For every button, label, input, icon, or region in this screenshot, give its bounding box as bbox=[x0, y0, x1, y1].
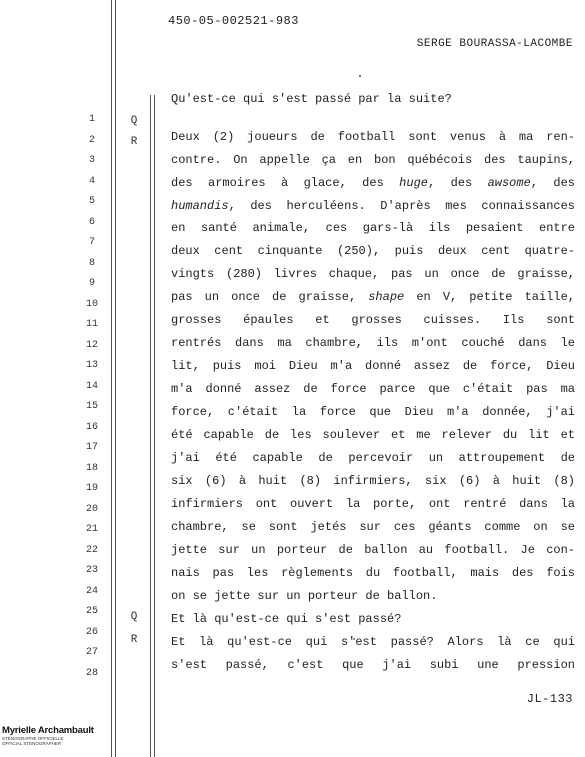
stenographer-stamp bbox=[2, 726, 112, 747]
transcript-line bbox=[171, 244, 575, 258]
transcript-line bbox=[171, 405, 575, 419]
line-text: pas un once de graisse, bbox=[171, 290, 369, 304]
line-text: en V, petite taille, bbox=[404, 290, 575, 304]
line-number: 9 bbox=[88, 278, 95, 289]
line-number: 17 bbox=[85, 442, 98, 453]
transcript-line bbox=[171, 313, 575, 327]
line-number: 2 bbox=[88, 134, 95, 146]
line-text: en santé animale, ces gars-là ils pesaient entre bbox=[171, 221, 575, 235]
transcript-line bbox=[171, 359, 575, 373]
page-label: JL-133 bbox=[526, 692, 573, 706]
line-number: 22 bbox=[85, 544, 98, 556]
line-number: 28 bbox=[85, 667, 98, 679]
line-text: deux cent cinquante (250), puis deux cent quatre- bbox=[171, 244, 575, 258]
page-speck bbox=[359, 75, 361, 77]
transcript-line bbox=[171, 92, 575, 106]
line-number: 1 bbox=[88, 114, 95, 125]
margin-rule-left-1 bbox=[111, 0, 112, 757]
line-text: s'est passé, c'est que j'ai subi une pression bbox=[171, 658, 575, 672]
line-text: m'a donné assez de force parce que c'était pas ma bbox=[171, 382, 575, 396]
line-number: 6 bbox=[88, 216, 95, 228]
line-text: , des bbox=[427, 176, 488, 190]
italic-term: huge bbox=[399, 176, 428, 190]
line-text: on se jette sur un porteur de ballon. bbox=[171, 589, 438, 603]
line-text: Deux (2) joueurs de football sont venus à ma ren- bbox=[171, 130, 575, 144]
italic-term: awsome bbox=[487, 176, 531, 190]
line-text: rentrés dans ma chambre, ils m'ont couché dans le bbox=[171, 336, 575, 350]
line-number: 25 bbox=[85, 606, 98, 617]
transcript-line bbox=[171, 543, 575, 557]
line-number: 10 bbox=[85, 298, 98, 310]
qa-marker: R bbox=[130, 136, 138, 148]
line-text: contre. On appelle ça en bon québécois des taupins, bbox=[171, 153, 575, 167]
qa-marker: Q bbox=[130, 115, 138, 127]
line-number: 5 bbox=[88, 196, 95, 207]
transcript-line bbox=[171, 153, 575, 167]
line-text: six (6) à huit (8) infirmiers, six (6) à huit (8) bbox=[171, 474, 575, 488]
transcript-line bbox=[171, 221, 575, 235]
line-number: 13 bbox=[85, 360, 98, 371]
line-text: , des herculéens. D'après mes connaissances bbox=[228, 199, 575, 213]
line-text: des armoires à glace, des bbox=[171, 176, 400, 190]
line-text: Qu'est-ce qui s'est passé par la suite? bbox=[171, 92, 452, 106]
line-number: 19 bbox=[85, 483, 98, 494]
transcript-line bbox=[171, 589, 575, 603]
line-number: 11 bbox=[85, 319, 98, 330]
line-text: grosses épaules et grosses cuisses. Ils sont bbox=[171, 313, 575, 327]
transcript-line bbox=[171, 635, 575, 649]
line-number: 8 bbox=[88, 257, 95, 269]
line-number: 16 bbox=[85, 421, 98, 433]
transcript-line bbox=[171, 520, 575, 534]
transcript-line bbox=[171, 130, 575, 144]
speaker-name: SERGE BOURASSA-LACOMBE bbox=[416, 38, 573, 50]
line-text: jette sur un porteur de ballon au football. Je con- bbox=[171, 543, 575, 557]
transcript-line bbox=[171, 474, 575, 488]
transcript-line bbox=[171, 199, 575, 213]
line-number: 7 bbox=[88, 237, 95, 248]
line-number: 23 bbox=[85, 565, 98, 576]
line-text: vingts (280) livres chaque, pas un once de graisse, bbox=[171, 267, 575, 281]
line-number: 18 bbox=[85, 462, 98, 474]
line-text: nais pas les règlements du football, mais des fois bbox=[171, 566, 575, 580]
transcript-line bbox=[171, 382, 575, 396]
line-text: force, c'était la force que Dieu m'a donnée, j'ai bbox=[171, 405, 575, 419]
transcript-line bbox=[171, 428, 575, 442]
transcript-line bbox=[171, 290, 575, 304]
line-number: 26 bbox=[85, 626, 98, 638]
line-text: infirmiers ont ouvert la porte, ont rentré dans la bbox=[171, 497, 575, 511]
line-number: 4 bbox=[88, 175, 95, 187]
stenographer-title-en: OFFICIAL STENOGRAPHER bbox=[2, 741, 62, 746]
line-text: , des bbox=[530, 176, 575, 190]
document-number: 450-05-002521-983 bbox=[168, 14, 299, 28]
transcript-line bbox=[171, 176, 575, 190]
transcript-line bbox=[171, 658, 575, 672]
transcript-line bbox=[171, 336, 575, 350]
line-number: 12 bbox=[85, 339, 98, 351]
margin-rule-right-1 bbox=[150, 95, 151, 757]
line-number: 24 bbox=[85, 585, 98, 597]
transcript-line bbox=[171, 612, 575, 626]
transcript-line bbox=[171, 497, 575, 511]
italic-term: shape bbox=[368, 290, 405, 304]
line-text: Et là qu'est-ce qui s'est passé? bbox=[171, 612, 402, 626]
margin-rule-right-2 bbox=[154, 95, 155, 757]
line-text: chambre, se sont jetés sur ces géants comme on se bbox=[171, 520, 575, 534]
line-number: 20 bbox=[85, 503, 98, 515]
transcript-line bbox=[171, 267, 575, 281]
line-number: 3 bbox=[88, 155, 95, 166]
line-text: j'ai été capable de percevoir un attroupement de bbox=[171, 451, 575, 465]
margin-rule-left-2 bbox=[115, 0, 116, 757]
line-number: 21 bbox=[85, 524, 98, 535]
line-text: lit, puis moi Dieu m'a donné assez de force, Dieu bbox=[171, 359, 575, 373]
line-text: Et là qu'est-ce qui s'est passé? Alors là ce qui bbox=[171, 635, 575, 649]
line-number: 14 bbox=[85, 380, 98, 392]
stenographer-name: Myrielle Archambault bbox=[2, 725, 94, 736]
transcript-line bbox=[171, 451, 575, 465]
line-number: 15 bbox=[85, 401, 98, 412]
italic-term: humandis bbox=[171, 199, 229, 213]
line-number: 27 bbox=[85, 647, 98, 658]
qa-marker: Q bbox=[130, 611, 138, 623]
qa-marker: R bbox=[130, 634, 138, 646]
stenographer-title-fr: STÉNOGRAPHE OFFICIELLE bbox=[2, 735, 64, 741]
line-text: été capable de les soulever et me relever du lit et bbox=[171, 428, 575, 442]
transcript-line bbox=[171, 566, 575, 580]
